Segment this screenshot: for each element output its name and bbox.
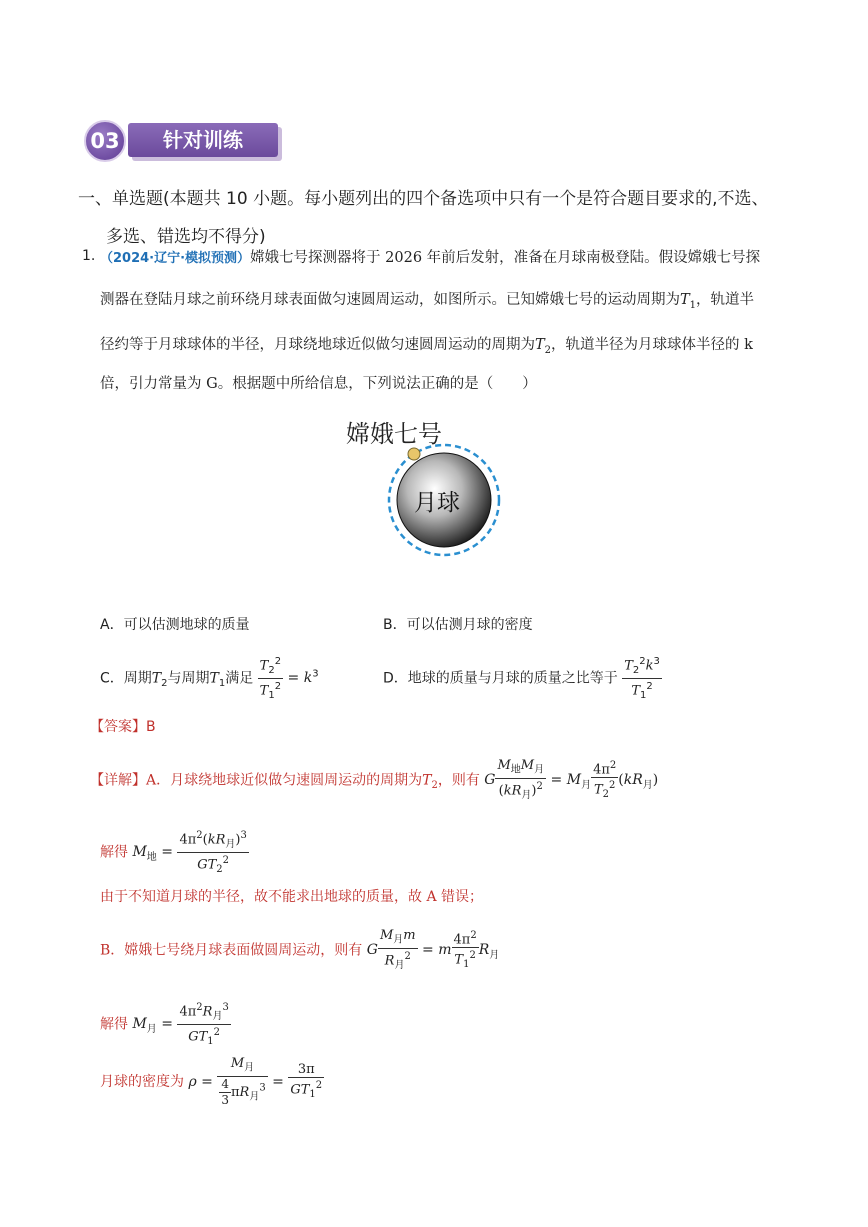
equation-gravity-moon: G $\frac{M_月m}{R_月^2}$ = m $\frac{4\pi^2}{T_1^2}$ $R_月$ <box>366 928 500 971</box>
detail-label: 【详解】 <box>90 772 146 789</box>
equation-moon-mass: $M_月$ = $\frac{4\pi^2R_月^3}{GT_1^2}$ <box>132 1002 229 1047</box>
option-a: A．可以估测地球的质量 <box>100 617 250 633</box>
detail-b-line: B．嫦娥七号绕月球表面做圆周运动，则有 G $\frac{M_月m}{R_月^2}$ = m $\frac{4\pi^2}{T_1^2}$ $R_月$ <box>100 928 500 971</box>
answer-value: B <box>146 719 156 735</box>
question-line4: 倍，引力常量为 G。根据题中所给信息，下列说法正确的是（ ） <box>100 376 537 392</box>
answer-label: 【答案】 <box>90 719 146 735</box>
detail-a-conclusion: 由于不知道月球的半径，故不能求出地球的质量，故 A 错误； <box>100 889 484 905</box>
section-heading-line2: 多选、错选均不得分) <box>106 227 266 247</box>
detail-solve1: 解得 $M_地$ = $\frac{4\pi^2(kR_月)^3}{GT_2^2}$ <box>100 830 247 875</box>
equation-earth-mass: $M_地$ = $\frac{4\pi^2(kR_月)^3}{GT_2^2}$ <box>132 830 247 875</box>
probe-label: 嫦娥七号 <box>346 420 442 448</box>
equation-moon-density: ρ = $M_月$ $\frac{4}{3}$ $\pi R_月^3$ = $\frac{3\pi}{GT_1^2}$ <box>188 1056 323 1107</box>
moon-label: 月球 <box>414 490 460 516</box>
answer-line <box>90 716 156 736</box>
detail-solve2: 解得 $M_月$ = $\frac{4\pi^2R_月^3}{GT_1^2}$ <box>100 1002 229 1047</box>
question-line1: （2024·辽宁·模拟预测）嫦娥七号探测器将于 2026 年前后发射，准备在月球南极登陆。假设嫦娥七号探 <box>100 250 761 266</box>
detail-density: 月球的密度为 ρ = $M_月$ $\frac{4}{3}$ $\pi R_月^3$ = $\frac{3\pi}{GT_1^2}$ <box>100 1056 323 1107</box>
orbit-figure <box>330 414 530 564</box>
section-badge <box>84 120 290 162</box>
question-line2: 测器在登陆月球之前环绕月球表面做匀速圆周运动，如图所示。已知嫦娥七号的运动周期为$T_1$，轨道半 <box>100 292 755 311</box>
badge-number: 03 <box>84 120 126 162</box>
detail-a-line: 【详解】A．月球绕地球近似做匀速圆周运动的周期为$T_2$，则有 G $\frac{M_地M_月}{(kR_月)^2}$ = $M_月$ $\frac{4\pi^2}{T_2^2}$ $(kR_月)$ <box>90 758 659 801</box>
question-source-tag: （2024·辽宁·模拟预测） <box>100 251 251 266</box>
option-d: D．地球的质量与月球的质量之比等于 $\frac{T_2^2k^3}{T_1^2}$ <box>383 656 660 701</box>
option-b: B．可以估测月球的密度 <box>383 617 533 633</box>
question-line3: 径约等于月球球体的半径，月球绕地球近似做匀速圆周运动的周期为$T_2$，轨道半径为月球球体半径的 k <box>100 337 753 356</box>
option-c: C．周期$T_2$与周期$T_1$满足 $\frac{T_2^2}{T_1^2}$ = $k^3$ <box>100 656 319 701</box>
badge-title: 针对训练 <box>128 123 278 157</box>
probe-dot <box>408 448 420 460</box>
section-heading-line1: 一、单选题(本题共 10 小题。每小题列出的四个备选项中只有一个是符合题目要求的,不选、 <box>78 189 769 209</box>
section-heading <box>78 180 798 256</box>
equation-gravity-earth: G $\frac{M_地M_月}{(kR_月)^2}$ = $M_月$ $\frac{4\pi^2}{T_2^2}$ $(kR_月)$ <box>484 758 659 801</box>
question-number: 1. <box>82 248 96 264</box>
